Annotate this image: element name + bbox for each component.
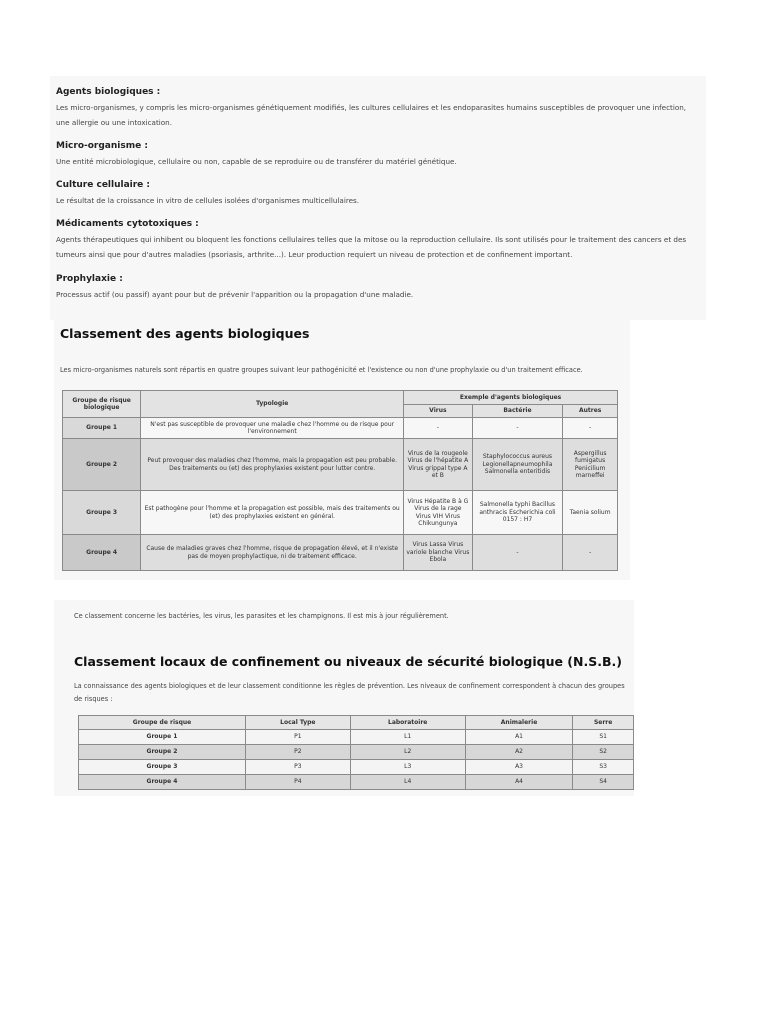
cell-typologie: N'est pas susceptible de provoquer une maladie chez l'homme ou de risque pour l'environnement: [141, 418, 404, 439]
header-examples: Exemple d'agents biologiques: [404, 391, 618, 405]
table-header-row: [79, 716, 634, 730]
classement-note: Ce classement concerne les bactéries, les virus, les parasites et les champignons. Il est mis à jour régulièrement.: [74, 612, 449, 620]
header-local-type: Local Type: [246, 716, 351, 730]
header-laboratoire: Laboratoire: [350, 716, 465, 730]
cell-bacterie: Salmonella typhi Bacillus anthracis Escherichia coli 0157 : H7: [472, 491, 563, 535]
cell-autres: -: [563, 535, 618, 571]
cell-group: Groupe 4: [63, 535, 141, 571]
header-virus: Virus: [404, 405, 473, 418]
definition-title: Culture cellulaire :: [56, 180, 151, 190]
cell-serre: S1: [573, 730, 634, 745]
definition-title: Médicaments cytotoxiques :: [56, 219, 199, 229]
cell-group: Groupe 4: [79, 775, 246, 790]
definitions-section: [50, 76, 706, 320]
nsb-table: [78, 715, 634, 790]
cell-animalerie: A4: [465, 775, 573, 790]
cell-typologie: Cause de maladies graves chez l'homme, risque de propagation élevé, et il n'existe pas de moyen prophylactique, ni de traitement efficace.: [141, 535, 404, 571]
cell-autres: Aspergillus fumigatus Penicilium marneffei: [563, 439, 618, 491]
table-row: [63, 535, 618, 571]
definition-text: Le résultat de la croissance in vitro de cellules isolées d'organismes multicellulaires.: [56, 196, 360, 205]
header-group: Groupe de risque biologique: [63, 391, 141, 418]
classement-section: [54, 318, 630, 580]
definition-prophylaxie: [56, 273, 696, 302]
cell-local-type: P1: [246, 730, 351, 745]
cell-bacterie: -: [472, 535, 563, 571]
cell-autres: -: [563, 418, 618, 439]
definition-title: Micro-organisme :: [56, 141, 148, 151]
cell-animalerie: A1: [465, 730, 573, 745]
section-title: Classement des agents biologiques: [60, 326, 310, 341]
definition-text: Les micro-organismes, y compris les micro-organismes génétiquement modifiés, les cultures cellulaires et les endoparasites humains susceptibles de provoquer une infection, une allergie ou une intoxication.: [56, 103, 687, 127]
header-groupe-de-risque: Groupe de risque: [79, 716, 246, 730]
definition-agents-biologiques: [56, 86, 696, 130]
cell-serre: S2: [573, 745, 634, 760]
cell-typologie: Peut provoquer des maladies chez l'homme, mais la propagation est peu probable. Des traitements ou (et) des prophylaxies existent pour lutter contre.: [141, 439, 404, 491]
definition-medicaments-cytotoxiques: [56, 218, 696, 262]
table-row: [79, 775, 634, 790]
cell-bacterie: Staphylococcus aureus Legionellapneumophila Salmonella enteritidis: [472, 439, 563, 491]
cell-serre: S3: [573, 760, 634, 775]
table-row: [79, 730, 634, 745]
cell-laboratoire: L3: [350, 760, 465, 775]
cell-group: Groupe 3: [79, 760, 246, 775]
table-header-row: [63, 391, 618, 405]
cell-local-type: P3: [246, 760, 351, 775]
cell-group: Groupe 3: [63, 491, 141, 535]
cell-group: Groupe 1: [63, 418, 141, 439]
risk-group-table: [62, 390, 618, 571]
cell-group: Groupe 2: [63, 439, 141, 491]
cell-laboratoire: L4: [350, 775, 465, 790]
definition-text: Processus actif (ou passif) ayant pour but de prévenir l'apparition ou la propagation d'une maladie.: [56, 290, 414, 299]
cell-animalerie: A2: [465, 745, 573, 760]
cell-virus: Virus Hépatite B à G Virus de la rage Virus VIH Virus Chikungunya: [404, 491, 473, 535]
definition-title: Agents biologiques :: [56, 87, 161, 97]
cell-local-type: P4: [246, 775, 351, 790]
definition-title: Prophylaxie :: [56, 274, 123, 284]
header-bacterie: Bactérie: [472, 405, 563, 418]
section-title: Classement locaux de confinement ou niveaux de sécurité biologique (N.S.B.): [74, 654, 622, 669]
section-intro: Les micro-organismes naturels sont répartis en quatre groupes suivant leur pathogénicité et l'existence ou non d'une prophylaxie ou d'un traitement efficace.: [60, 366, 583, 374]
cell-animalerie: A3: [465, 760, 573, 775]
table-row: [63, 418, 618, 439]
nsb-section: [54, 600, 634, 796]
table-row: [63, 439, 618, 491]
header-typologie: Typologie: [141, 391, 404, 418]
definition-text: Une entité microbiologique, cellulaire ou non, capable de se reproduire ou de transférer du matériel génétique.: [56, 157, 457, 166]
cell-serre: S4: [573, 775, 634, 790]
definition-culture-cellulaire: [56, 179, 696, 208]
definition-text: Agents thérapeutiques qui inhibent ou bloquent les fonctions cellulaires telles que la mitose ou la reproduction cellulaire. Ils sont utilisés pour le traitement des cancers et des tumeurs ainsi que pour d'autres maladies (psoriasis, arthrite...). Leur production requiert un niveau de protection et de confinement important.: [56, 235, 687, 259]
cell-bacterie: -: [472, 418, 563, 439]
section-intro: La connaissance des agents biologiques et de leur classement conditionne les règles de prévention. Les niveaux de confinement correspondent à chacun des groupes de risques :: [74, 682, 625, 703]
table-row: [63, 491, 618, 535]
cell-laboratoire: L2: [350, 745, 465, 760]
header-animalerie: Animalerie: [465, 716, 573, 730]
definition-micro-organisme: [56, 140, 696, 169]
header-autres: Autres: [563, 405, 618, 418]
cell-typologie: Est pathogène pour l'homme et la propagation est possible, mais des traitements ou (et) des prophylaxies existent en général.: [141, 491, 404, 535]
cell-group: Groupe 1: [79, 730, 246, 745]
cell-virus: Virus Lassa Virus variole blanche Virus Ebola: [404, 535, 473, 571]
cell-virus: Virus de la rougeole Virus de l'hépatite A Virus grippal type A et B: [404, 439, 473, 491]
cell-local-type: P2: [246, 745, 351, 760]
cell-autres: Taenia solium: [563, 491, 618, 535]
table-row: [79, 745, 634, 760]
header-serre: Serre: [573, 716, 634, 730]
cell-virus: -: [404, 418, 473, 439]
cell-laboratoire: L1: [350, 730, 465, 745]
cell-group: Groupe 2: [79, 745, 246, 760]
table-row: [79, 760, 634, 775]
